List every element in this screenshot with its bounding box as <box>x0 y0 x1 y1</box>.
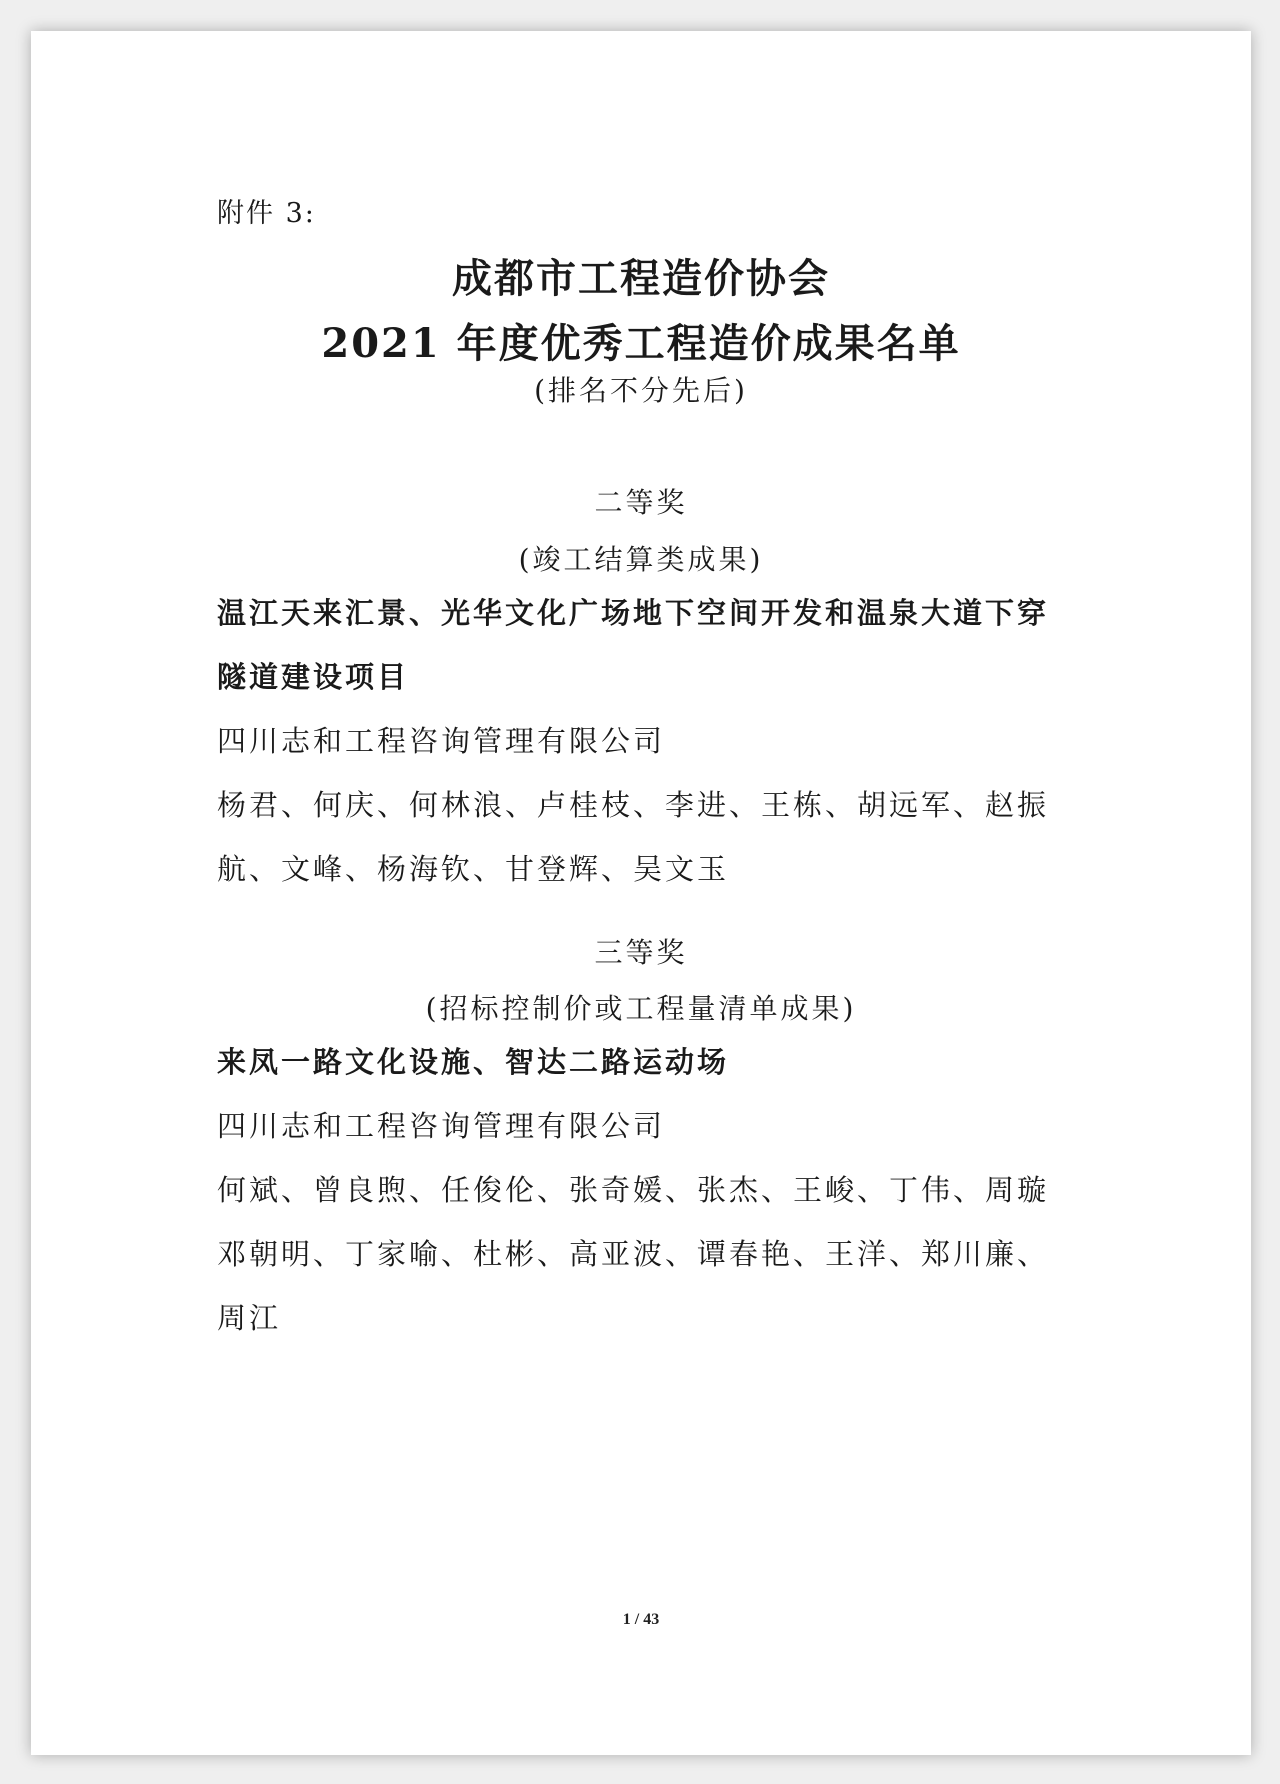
page-indicator: 1 / 43 <box>622 1611 660 1628</box>
award-entry <box>217 1030 1097 1350</box>
project-name-line: 隧道建设项目 <box>217 660 410 694</box>
category-heading: (竣工结算类成果) <box>518 543 764 576</box>
ranking-note: (排名不分先后) <box>534 374 748 407</box>
title-line-1: 成都市工程造价协会 <box>452 255 830 302</box>
member-names-line: 杨君、何庆、何林浪、卢桂枝、李进、王栋、胡远军、赵振 <box>217 788 1050 822</box>
document-page <box>31 31 1251 1755</box>
award-entry <box>217 581 1097 901</box>
member-names-line: 航、文峰、杨海钦、甘登辉、吴文玉 <box>217 852 730 886</box>
member-names-line: 何斌、曾良煦、任俊伦、张奇媛、张杰、王峻、丁伟、周璇 <box>217 1173 1050 1207</box>
company-name: 四川志和工程咨询管理有限公司 <box>217 1109 666 1143</box>
member-names-line: 邓朝明、丁家喻、杜彬、高亚波、谭春艳、王洋、郑川廉、 <box>217 1237 1050 1271</box>
title-line-2: 2021 年度优秀工程造价成果名单 <box>321 320 961 367</box>
company-name: 四川志和工程咨询管理有限公司 <box>217 724 666 758</box>
member-names-line: 周江 <box>217 1301 282 1335</box>
project-name-line: 来凤一路文化设施、智达二路运动场 <box>217 1045 730 1079</box>
award-heading-second: 二等奖 <box>594 486 688 519</box>
award-heading-third: 三等奖 <box>594 936 688 969</box>
category-heading: (招标控制价或工程量清单成果) <box>425 992 857 1025</box>
attachment-label: 附件 3: <box>217 198 316 229</box>
project-name-line: 温江天来汇景、光华文化广场地下空间开发和温泉大道下穿 <box>217 596 1050 630</box>
